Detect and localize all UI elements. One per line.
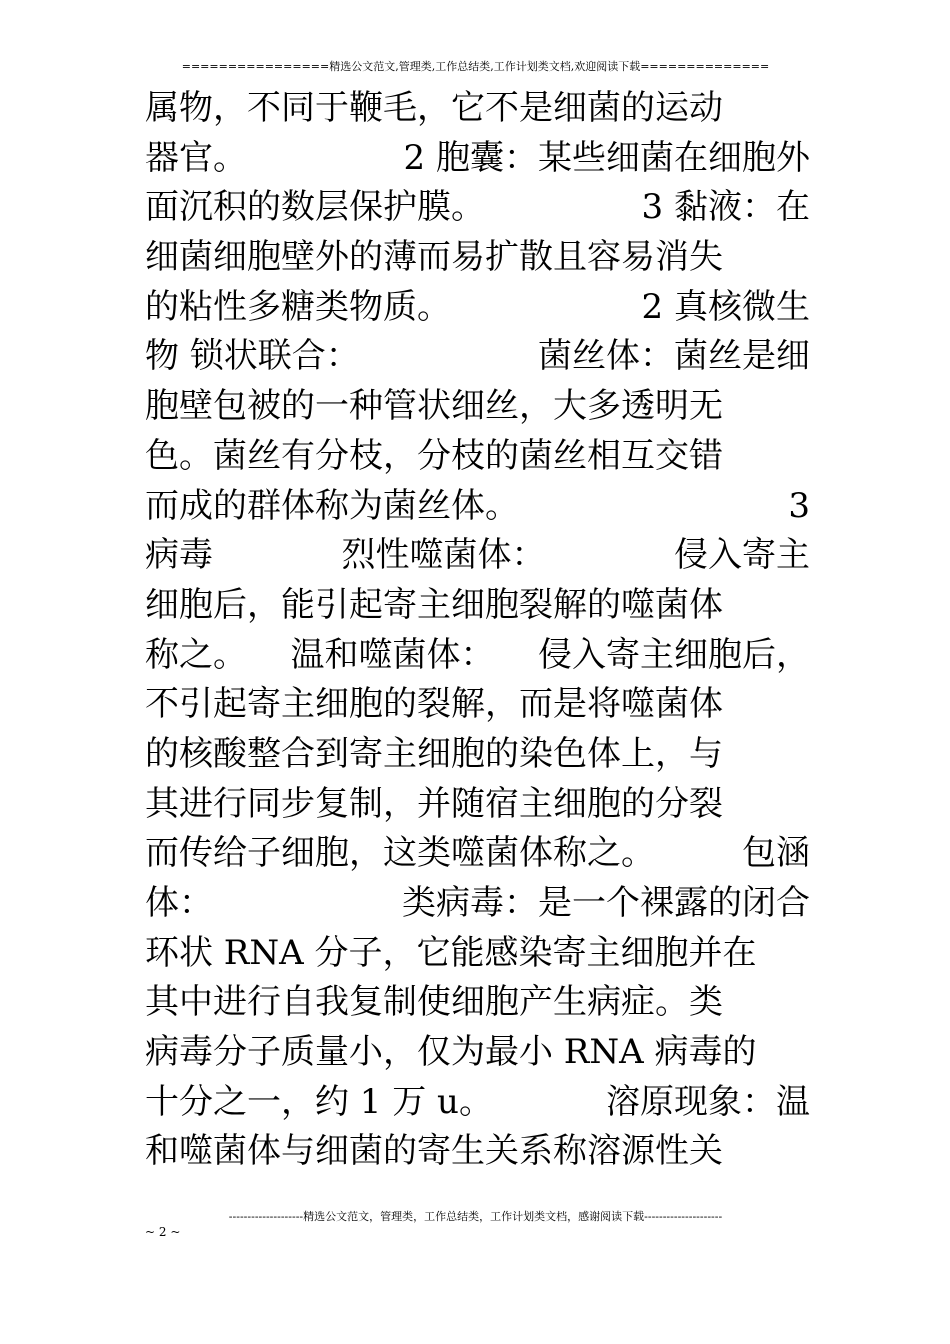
page-footer: --------------------精选公文范文，管理类，工作总结类，工作计划类文档，感谢阅读下载--------------------- — [228, 1210, 723, 1223]
text-line — [145, 432, 810, 482]
page-number: ~ 2 ~ — [145, 1225, 181, 1239]
text-line — [145, 183, 810, 233]
text-segment: 温和噬菌体： — [290, 634, 495, 675]
text-segment: 不引起寄主细胞的裂解，而是将噬菌体 — [145, 684, 723, 725]
text-segment: 2 真核微生 — [641, 286, 810, 327]
text-segment: 溶原现象：温 — [606, 1081, 810, 1122]
text-segment: 物 锁状联合： — [145, 336, 360, 377]
text-segment: 侵入寄主细胞后， — [538, 634, 810, 675]
text-segment: 包涵 — [742, 833, 810, 874]
text-line — [145, 382, 810, 432]
text-segment: 类病毒：是一个裸露的闭合 — [402, 883, 810, 923]
text-line — [145, 978, 810, 1028]
text-segment: 和噬菌体与细菌的寄生关系称溶源性关 — [145, 1131, 723, 1172]
text-segment: 病毒分子质量小，仅为最小 RNA 病毒的 — [145, 1032, 757, 1073]
text-segment: 而传给子细胞，这类噬菌体称之。 — [145, 833, 655, 874]
text-segment: 病毒 — [145, 535, 213, 576]
text-segment: 烈性噬菌体： — [341, 535, 546, 576]
text-segment: 的核酸整合到寄主细胞的染色体上，与 — [145, 733, 723, 774]
text-segment: 面沉积的数层保护膜。 — [145, 187, 485, 228]
text-segment: 侵入寄主 — [674, 535, 810, 576]
text-line — [145, 283, 810, 333]
text-line — [145, 929, 810, 979]
text-line — [145, 879, 810, 929]
text-line — [145, 631, 810, 681]
text-line — [145, 1127, 810, 1177]
text-segment: 其进行同步复制，并随宿主细胞的分裂 — [145, 783, 723, 824]
text-segment: 而成的群体称为菌丝体。 — [145, 485, 519, 526]
text-segment: 菌丝体：菌丝是细 — [538, 336, 810, 377]
text-line — [145, 332, 810, 382]
text-segment: 属物，不同于鞭毛，它不是细菌的运动 — [145, 88, 723, 128]
text-segment: 体： — [145, 883, 213, 923]
text-line — [145, 531, 810, 581]
text-segment: 细菌细胞壁外的薄而易扩散且容易消失 — [145, 237, 723, 278]
text-segment: 其中进行自我复制使细胞产生病症。类 — [145, 982, 723, 1023]
text-line — [145, 84, 810, 134]
text-line — [145, 730, 810, 780]
text-line — [145, 233, 810, 283]
text-line — [145, 581, 810, 631]
text-line — [145, 482, 810, 532]
text-line — [145, 1028, 810, 1078]
text-segment: 器官。 — [145, 137, 247, 178]
text-segment: 称之。 — [145, 634, 247, 675]
page-header: ================精选公文范文,管理类,工作总结类,工作计划类文档,欢迎阅读下载============== — [181, 60, 770, 73]
text-line — [145, 1078, 810, 1128]
text-segment: 环状 RNA 分子，它能感染寄主细胞并在 — [145, 932, 757, 973]
text-segment: 的粘性多糖类物质。 — [145, 286, 451, 327]
body-text — [145, 84, 810, 1177]
text-segment: 十分之一，约 1 万 u。 — [145, 1081, 493, 1122]
text-segment: 胞壁包被的一种管状细丝，大多透明无 — [145, 386, 723, 427]
text-segment: 3 黏液：在 — [641, 187, 810, 228]
text-segment: 2 胞囊：某些细菌在细胞外 — [403, 137, 810, 178]
text-line — [145, 829, 810, 879]
text-segment: 3 — [788, 485, 810, 526]
text-segment: 色。菌丝有分枝，分枝的菌丝相互交错 — [145, 435, 723, 476]
text-line — [145, 134, 810, 184]
text-line — [145, 680, 810, 730]
text-segment: 细胞后，能引起寄主细胞裂解的噬菌体 — [145, 584, 723, 625]
text-line — [145, 780, 810, 830]
